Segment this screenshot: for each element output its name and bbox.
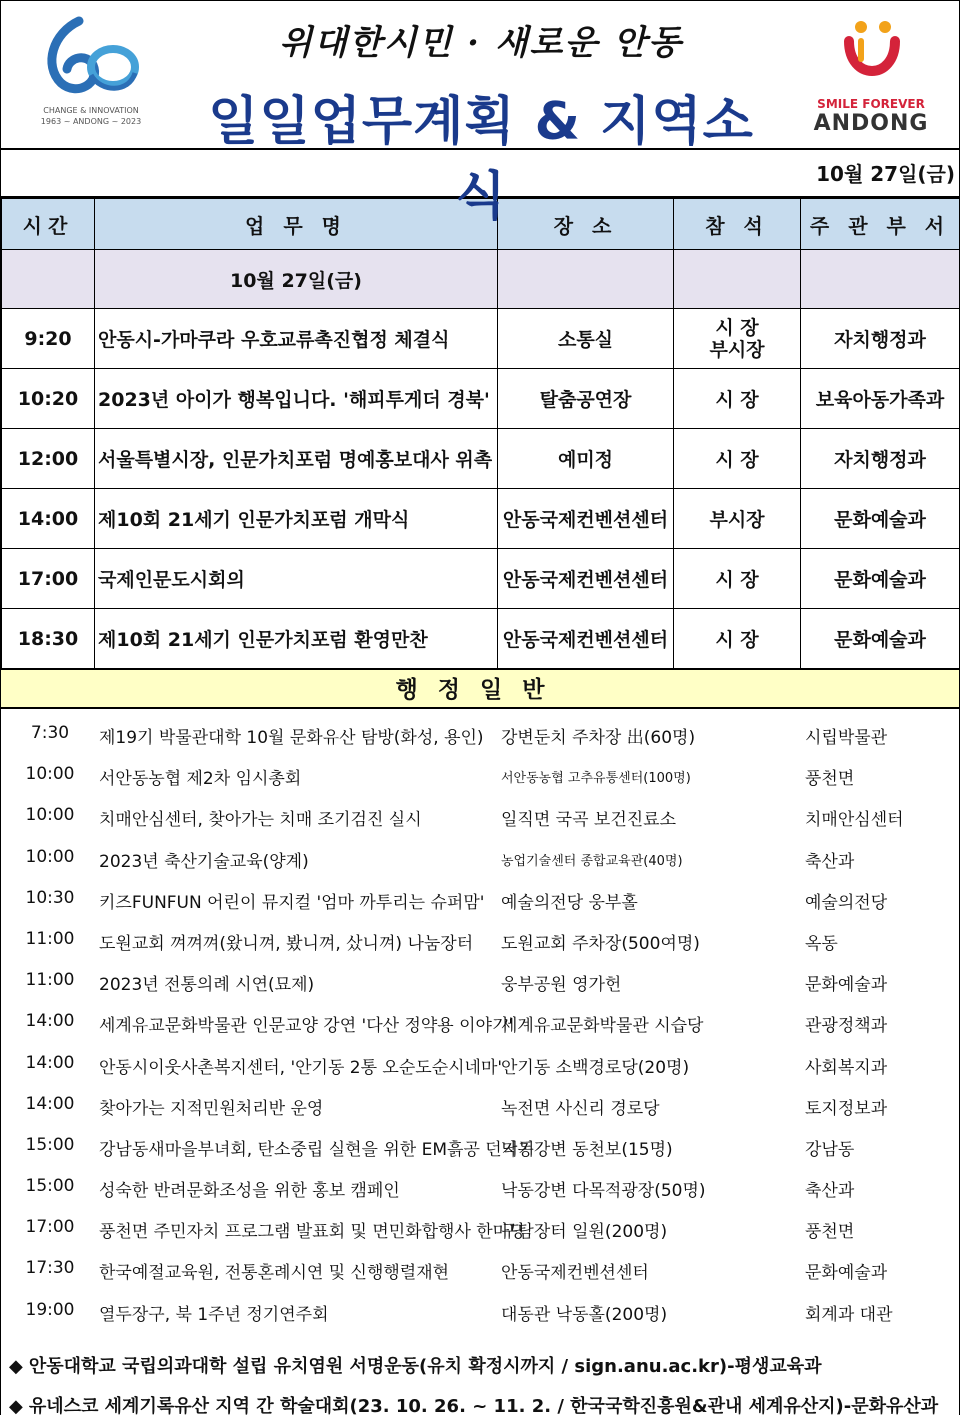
admin-dept: 회계과 대관 [805, 1304, 893, 1325]
admin-title: 찾아가는 지적민원처리반 운영 [99, 1098, 324, 1119]
event-dept: 보육아동가족과 [801, 369, 960, 429]
diamond-bullet-icon: ◆ [9, 1355, 23, 1377]
admin-section-heading: 행정일반 [1, 669, 959, 709]
admin-time: 14:00 [25, 1052, 75, 1073]
event-time: 12:00 [2, 429, 95, 489]
notice-item [1, 1347, 959, 1387]
event-dept: 문화예술과 [801, 489, 960, 549]
col-time: 시간 [2, 199, 95, 250]
admin-time: 19:00 [25, 1299, 75, 1320]
event-time: 9:20 [2, 309, 95, 369]
event-title: 국제인문도시회의 [95, 549, 498, 609]
table-row [2, 549, 960, 609]
admin-place: 일직면 국곡 보건진료소 [501, 810, 677, 831]
event-dept: 문화예술과 [801, 609, 960, 669]
notice-item [1, 1387, 959, 1427]
event-place: 안동국제컨벤션센터 [498, 549, 674, 609]
list-item [1, 795, 959, 836]
admin-place: 대동관 낙동홀(200명) [501, 1304, 668, 1325]
list-item [1, 1125, 959, 1166]
event-title: 제10회 21세기 인문가치포럼 환영만찬 [95, 609, 498, 669]
page-title: 일일업무계획 & 지역소식 [208, 92, 754, 227]
event-dept: 자치행정과 [801, 309, 960, 369]
list-item [1, 1043, 959, 1084]
event-place: 소통실 [498, 309, 674, 369]
table-row [2, 429, 960, 489]
admin-time: 14:00 [25, 1093, 75, 1114]
event-attend: 시 장 [674, 369, 801, 429]
admin-title: 제19기 박물관대학 10월 문화유산 탐방(화성, 용인) [99, 728, 484, 748]
event-dept: 자치행정과 [801, 429, 960, 489]
col-place: 장 소 [498, 199, 674, 250]
event-place: 안동국제컨벤션센터 [498, 489, 674, 549]
admin-dept: 예술의전당 [805, 892, 888, 913]
admin-dept: 문화예술과 [805, 975, 888, 996]
admin-place: 농업기술센터 종합교육관(40명) [501, 853, 683, 869]
event-attend: 시 장 [674, 429, 801, 489]
list-item [1, 837, 959, 878]
day-label: 10월 27일(금) [95, 250, 498, 309]
admin-time: 11:00 [25, 970, 75, 991]
admin-title: 세계유교문화박물관 인문교양 강연 '다산 정약용 이야기' [99, 1016, 514, 1037]
event-title: 서울특별시장, 인문가치포럼 명예홍보대사 위촉 [95, 429, 498, 489]
event-attend: 부시장 [674, 489, 801, 549]
admin-title: 2023년 축산기술교육(양계) [99, 851, 309, 872]
report-date: 10월 27일(금) [1, 150, 959, 198]
event-time: 17:00 [2, 549, 95, 609]
admin-time: 17:00 [25, 1217, 75, 1238]
event-time: 14:00 [2, 489, 95, 549]
notes [1, 1331, 959, 1427]
event-dept: 문화예술과 [801, 549, 960, 609]
admin-title: 풍천면 주민자치 프로그램 발표회 및 면민화합행사 한마당 [99, 1222, 526, 1243]
list-item [1, 713, 959, 754]
andong-logo [811, 15, 931, 135]
admin-dept: 토지정보과 [805, 1098, 888, 1119]
admin-dept: 강남동 [805, 1139, 855, 1160]
diamond-bullet-icon: ◆ [9, 1395, 23, 1417]
list-item [1, 1084, 959, 1125]
list-item [1, 1166, 959, 1207]
list-item [1, 919, 959, 960]
admin-dept: 축산과 [805, 851, 855, 872]
admin-dept: 축산과 [805, 1181, 855, 1202]
admin-place: 웅부공원 영가헌 [501, 975, 622, 996]
notice-text: 안동대학교 국립의과대학 설립 유치염원 서명운동(유치 확정시까지 / sign.anu.ac.kr)-평생교육과 [28, 1355, 822, 1377]
day-row [2, 250, 960, 309]
admin-time: 10:30 [25, 887, 75, 908]
admin-place: 안기동 소백경로당(20명) [501, 1057, 690, 1078]
admin-place: 낙동강변 다목적광장(50명) [501, 1181, 706, 1202]
table-row [2, 309, 960, 369]
admin-title: 강남동새마을부녀회, 탄소중립 실현을 위한 EM흙공 던지기 [99, 1139, 535, 1160]
admin-dept: 치매안심센터 [805, 810, 904, 831]
event-place: 탈춤공연장 [498, 369, 674, 429]
admin-title: 서안동농협 제2차 임시총회 [99, 769, 302, 790]
admin-place: 녹전면 사신리 경로당 [501, 1098, 660, 1119]
admin-dept: 문화예술과 [805, 1263, 888, 1284]
admin-time: 10:00 [25, 846, 75, 867]
event-title: 제10회 21세기 인문가치포럼 개막식 [95, 489, 498, 549]
admin-dept: 풍천면 [805, 769, 855, 790]
schedule-table [1, 198, 960, 669]
list-item [1, 1207, 959, 1248]
list-item [1, 1248, 959, 1289]
admin-title: 안동시이웃사촌복지센터, '안기동 2통 오순도순시네마' [99, 1057, 503, 1078]
admin-place: 안동국제컨벤션센터 [501, 1263, 649, 1284]
event-place: 예미정 [498, 429, 674, 489]
logo-caption-line2: 1963 ~ ANDONG ~ 2023 [40, 117, 142, 126]
admin-dept: 사회복지과 [805, 1057, 888, 1078]
admin-time: 10:00 [25, 764, 75, 785]
admin-place: 서안동농협 고추유통센터(100명) [501, 771, 691, 787]
event-attend: 시 장 [674, 609, 801, 669]
table-row [2, 609, 960, 669]
logo-tagline: SMILE FOREVER [817, 97, 925, 111]
list-item [1, 1290, 959, 1331]
admin-time: 17:30 [25, 1258, 75, 1279]
list-item [1, 878, 959, 919]
admin-place: 세계유교문화박물관 시습당 [501, 1016, 704, 1037]
admin-place: 구담장터 일원(200명) [501, 1222, 668, 1243]
admin-time: 10:00 [25, 805, 75, 826]
admin-list [1, 709, 959, 1331]
event-time: 10:20 [2, 369, 95, 429]
admin-dept: 옥동 [805, 933, 838, 954]
admin-place: 강변둔치 주차장 出(60명) [501, 728, 696, 748]
event-time: 18:30 [2, 609, 95, 669]
admin-time: 11:00 [25, 928, 75, 949]
table-row [2, 369, 960, 429]
event-attend [674, 309, 801, 369]
notice-text: 유네스코 세계기록유산 지역 간 학술대회(23. 10. 26. ~ 11. 2. / 한국국학진흥원&관내 세계유산지)-문화유산과 [28, 1395, 939, 1417]
col-attend: 참 석 [674, 199, 801, 250]
list-item [1, 1001, 959, 1042]
event-title: 2023년 아이가 행복입니다. '해피투게더 경북' [95, 369, 498, 429]
list-item [1, 754, 959, 795]
admin-dept: 시립박물관 [805, 728, 888, 748]
list-item [1, 960, 959, 1001]
admin-title: 열두장구, 북 1주년 정기연주회 [99, 1304, 329, 1325]
anniversary-60-logo [31, 13, 151, 133]
admin-place: 낙동강변 동천보(15명) [501, 1139, 673, 1160]
table-row [2, 489, 960, 549]
admin-title: 한국예절교육원, 전통혼례시연 및 신행행렬재현 [99, 1263, 450, 1284]
col-dept: 주 관 부 서 [801, 199, 960, 250]
admin-time: 14:00 [25, 1011, 75, 1032]
admin-title: 도원교회 껴껴껴(왔니껴, 봤니껴, 샀니껴) 나눔장터 [99, 933, 474, 954]
event-attend-2: 부시장 [709, 338, 765, 361]
admin-title: 2023년 전통의례 시연(묘제) [99, 975, 315, 996]
admin-title: 성숙한 반려문화조성을 위한 홍보 캠페인 [99, 1181, 400, 1202]
event-place: 안동국제컨벤션센터 [498, 609, 674, 669]
logo-wordmark: ANDONG [813, 111, 929, 136]
anniversary-60-icon [31, 13, 151, 103]
admin-place: 예술의전당 웅부홀 [501, 892, 638, 913]
event-title: 안동시-가마쿠라 우호교류촉진협정 체결식 [95, 309, 498, 369]
admin-place: 도원교회 주차장(500여명) [501, 933, 700, 954]
admin-dept: 풍천면 [805, 1222, 855, 1243]
admin-dept: 관광정책과 [805, 1016, 888, 1037]
admin-time: 15:00 [25, 1134, 75, 1155]
slogan: 위대한시민 · 새로운 안동 [279, 23, 683, 63]
smile-andong-icon [811, 15, 931, 95]
col-title: 업 무 명 [95, 199, 498, 250]
event-attend: 시 장 [674, 549, 801, 609]
admin-time: 7:30 [30, 723, 70, 743]
admin-time: 15:00 [25, 1176, 75, 1197]
admin-title: 키즈FUNFUN 어린이 뮤지컬 '엄마 까투리는 슈퍼맘' [99, 892, 485, 913]
admin-title: 치매안심센터, 찾아가는 치매 조기검진 실시 [99, 810, 422, 831]
logo-caption-line1: CHANGE & INNOVATION [43, 106, 139, 115]
event-attend-1: 시 장 [715, 316, 759, 339]
